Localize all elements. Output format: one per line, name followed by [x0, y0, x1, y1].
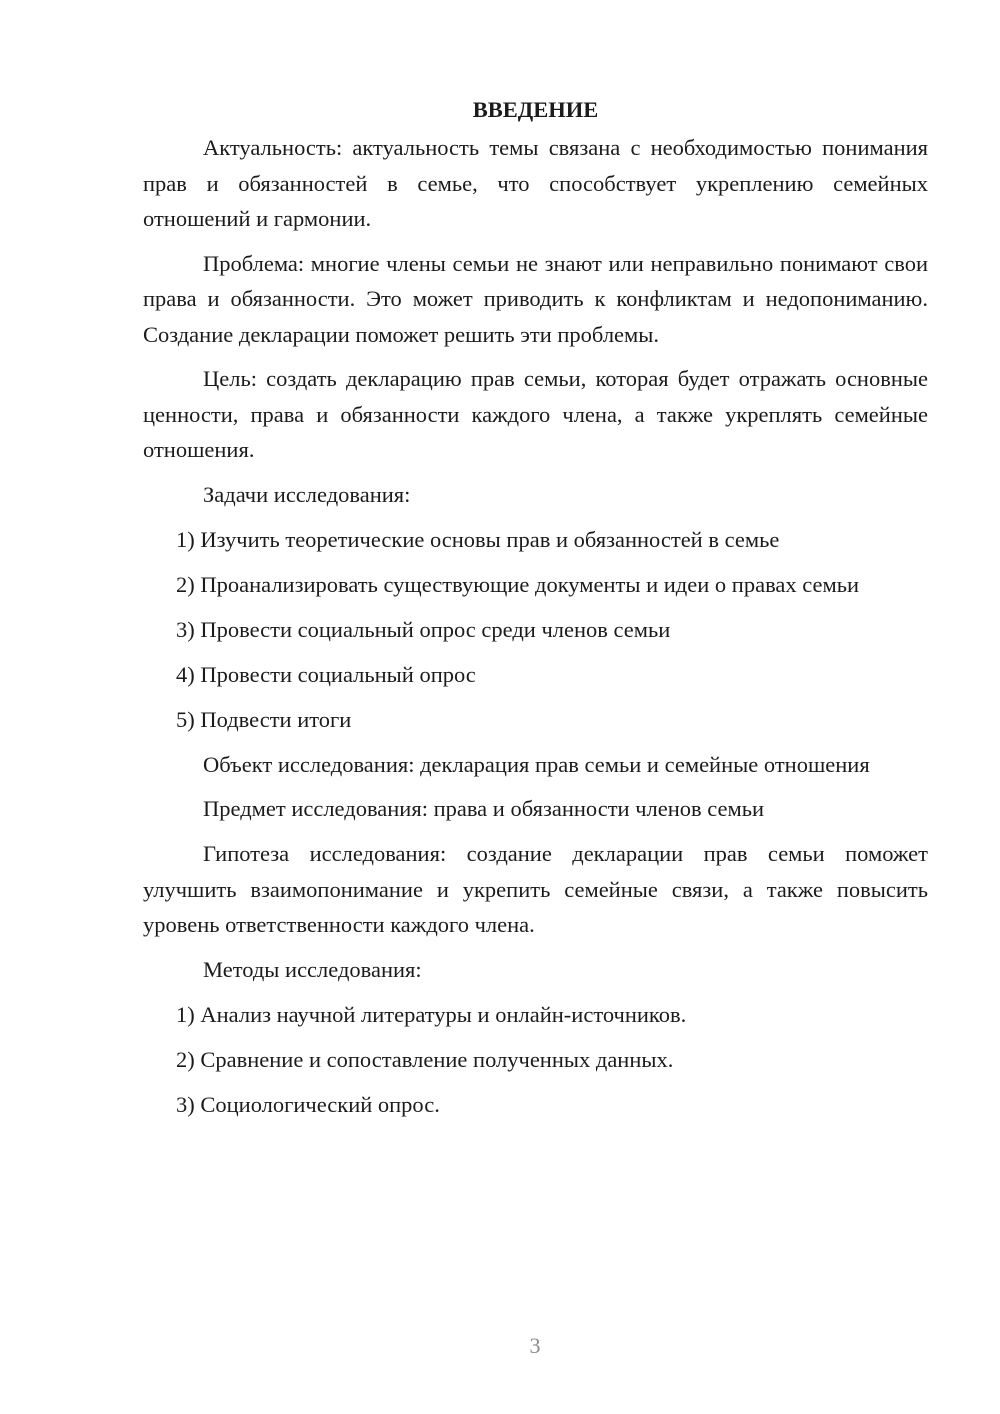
list-item: 2) Проанализировать существующие документы и идеи о правах семьи: [176, 571, 860, 597]
tasks-list: [143, 522, 928, 737]
list-item: 4) Провести социальный опрос: [176, 661, 476, 687]
list-item: 3) Провести социальный опрос среди членов семьи: [176, 616, 671, 642]
problem-paragraph: Проблема: многие члены семьи не знают или неправильно понимают свои права и обязанности. Это может приводить к конфликтам и недопониманию. Создание декларации поможет решить эти проблемы.: [143, 250, 928, 347]
methods-heading: Методы исследования:: [203, 956, 422, 982]
relevance-paragraph: Актуальность: актуальность темы связана с необходимостью понимания прав и обязанностей в семье, что способствует укреплению семейных отношений и гармонии.: [143, 135, 928, 231]
list-item: 2) Сравнение и сопоставление полученных данных.: [176, 1046, 674, 1072]
list-item: 5) Подвести итоги: [176, 706, 352, 732]
list-item: 3) Социологический опрос.: [176, 1091, 440, 1117]
subject-paragraph: Предмет исследования: права и обязанности членов семьи: [203, 796, 765, 821]
list-item: 1) Анализ научной литературы и онлайн-источников.: [176, 1001, 687, 1027]
tasks-heading: Задачи исследования:: [203, 481, 411, 507]
methods-list: [143, 997, 928, 1122]
page-title: ВВЕДЕНИЕ: [472, 97, 599, 122]
goal-paragraph: Цель: создать декларацию прав семьи, которая будет отражать основные ценности, права и обязанности каждого члена, а также укреплять семейные отношения.: [143, 366, 928, 462]
hypothesis-paragraph: Гипотеза исследования: создание декларации прав семьи поможет улучшить взаимопонимание и укрепить семейные связи, а также повысить уровень ответственности каждого члена.: [143, 841, 928, 937]
document-page: [143, 92, 928, 1132]
page-number: 3: [529, 1333, 541, 1358]
list-item: 1) Изучить теоретические основы прав и обязанностей в семье: [176, 526, 780, 552]
object-paragraph: Объект исследования: декларация прав семьи и семейные отношения: [203, 751, 870, 777]
